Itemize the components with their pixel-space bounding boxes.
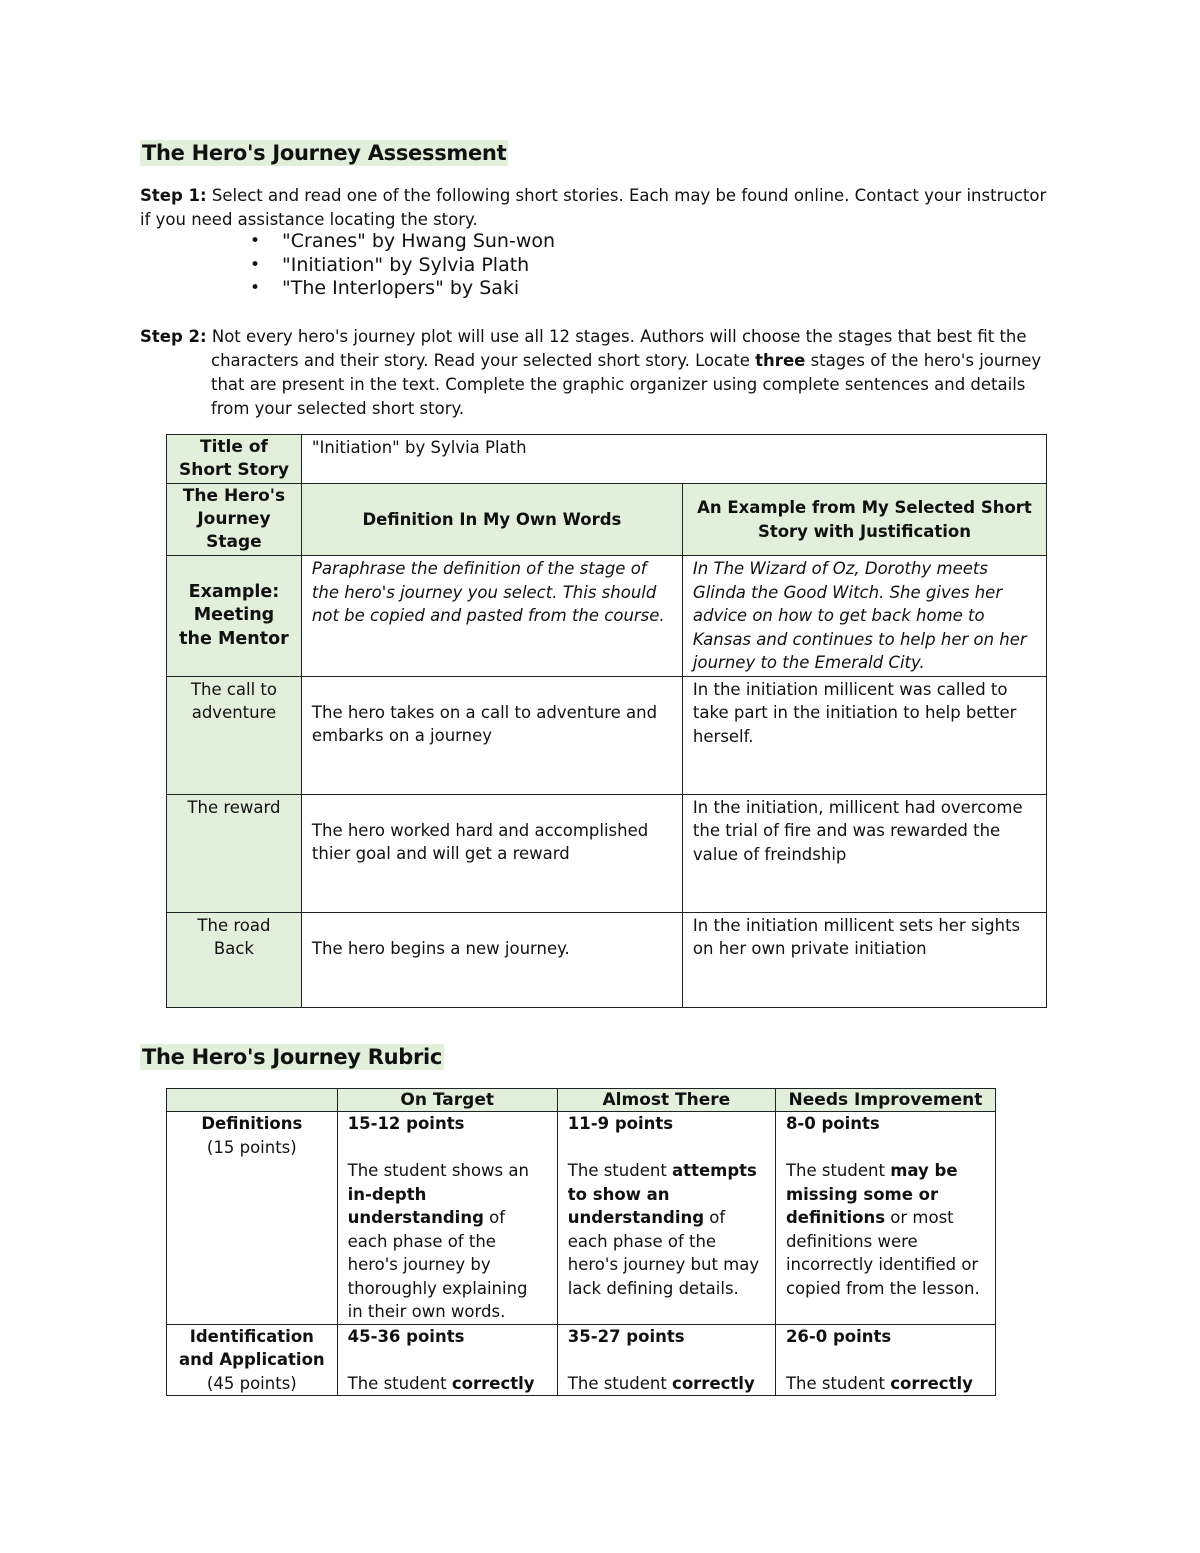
points-range: 15-12 points bbox=[347, 1114, 465, 1133]
rubric-cell bbox=[557, 1324, 775, 1396]
rubric-cell bbox=[337, 1112, 557, 1325]
criterion-label: Identification and Application bbox=[178, 1326, 325, 1369]
cell-text: The student shows an bbox=[347, 1161, 529, 1180]
step-2-text-c: stages of the hero's journey that are present in the text. Complete the graphic organizer using complete sentences and details from your selected short story. bbox=[211, 351, 1042, 418]
stage-cell: The call to adventure bbox=[167, 676, 302, 794]
cell-bold: may be missing some or definitions bbox=[785, 1161, 958, 1227]
example-definition-cell: Paraphrase the definition of the stage of the hero's journey you select. This should not be copied and pasted from the course. bbox=[301, 556, 682, 677]
rubric-cell bbox=[337, 1324, 557, 1396]
table-row bbox=[167, 556, 1047, 677]
story-list bbox=[250, 230, 555, 301]
cell-text: The student bbox=[567, 1373, 673, 1393]
step-2-label: Step 2: bbox=[140, 327, 207, 346]
title-label-cell: Title of Short Story bbox=[167, 435, 302, 484]
cell-text: The student bbox=[347, 1373, 452, 1393]
example-header: An Example from My Selected Short Story with Justification bbox=[682, 484, 1046, 556]
cell-text: of each phase of the hero's journey by thoroughly explaining in their own words. bbox=[347, 1208, 528, 1321]
example-stage-cell: Example: Meeting the Mentor bbox=[167, 556, 302, 677]
step-2 bbox=[140, 325, 1060, 421]
points-range: 26-0 points bbox=[785, 1326, 892, 1346]
example-cell: In the initiation millicent was called to take part in the initiation to help better herself. bbox=[682, 676, 1046, 794]
table-row bbox=[167, 912, 1047, 1007]
step-2-text-b: characters and their story. Read your selected short story. Locate bbox=[211, 351, 756, 370]
list-item: • "Cranes" by Hwang Sun-won bbox=[250, 230, 555, 254]
rubric-cell bbox=[775, 1324, 995, 1396]
cell-bold: in-depth understanding bbox=[347, 1184, 484, 1227]
rubric-table bbox=[166, 1088, 996, 1396]
cell-bold: correctly bbox=[672, 1373, 755, 1393]
stage-cell: The road Back bbox=[167, 912, 302, 1007]
table-row bbox=[167, 676, 1047, 794]
example-cell: In the initiation, millicent had overcome the trial of fire and was rewarded the value of freindship bbox=[682, 794, 1046, 912]
list-item: • "Initiation" by Sylvia Plath bbox=[250, 254, 555, 278]
cell-text: The student bbox=[785, 1373, 891, 1393]
rubric-cell bbox=[775, 1112, 995, 1325]
example-example-cell: In The Wizard of Oz, Dorothy meets Glinda the Good Witch. She gives her advice on how to get back home to Kansas and continues to help her on her journey to the Emerald City. bbox=[682, 556, 1046, 677]
example-cell: In the initiation millicent sets her sights on her own private initiation bbox=[682, 912, 1046, 1007]
table-row bbox=[167, 484, 1047, 556]
definition-cell: The hero begins a new journey. bbox=[301, 912, 682, 1007]
definition-cell: The hero worked hard and accomplished thier goal and will get a reward bbox=[301, 794, 682, 912]
stage-header: The Hero's Journey Stage bbox=[167, 484, 302, 556]
rubric-title: The Hero's Journey Rubric bbox=[142, 1045, 443, 1069]
cell-bold: correctly bbox=[451, 1373, 535, 1393]
criterion-points: (15 points) bbox=[206, 1137, 297, 1157]
rubric-header-on-target: On Target bbox=[337, 1089, 557, 1112]
rubric-corner bbox=[167, 1089, 338, 1112]
list-item: • "The Interlopers" by Saki bbox=[250, 277, 555, 301]
rubric-header-almost-there: Almost There bbox=[557, 1089, 775, 1112]
title-value-cell: "Initiation" by Sylvia Plath bbox=[301, 435, 1046, 484]
stage-cell: The reward bbox=[167, 794, 302, 912]
rubric-header-needs-improvement: Needs Improvement bbox=[775, 1089, 995, 1112]
cell-bold: attempts to show an understanding bbox=[567, 1161, 757, 1227]
points-range: 45-36 points bbox=[347, 1326, 465, 1346]
page-title: The Hero's Journey Assessment bbox=[142, 141, 507, 165]
rubric-definitions-label bbox=[167, 1112, 338, 1325]
step-2-bold: three bbox=[755, 351, 806, 370]
definition-cell: The hero takes on a call to adventure and embarks on a journey bbox=[301, 676, 682, 794]
points-range: 8-0 points bbox=[785, 1114, 880, 1133]
rubric-cell bbox=[557, 1112, 775, 1325]
criterion-points: (45 points) bbox=[206, 1373, 297, 1393]
table-row bbox=[167, 1089, 996, 1112]
step-2-text-a: Not every hero's journey plot will use all 12 stages. Authors will choose the stages that best fit the bbox=[211, 327, 1027, 346]
table-row bbox=[167, 1112, 996, 1325]
points-range: 11-9 points bbox=[567, 1114, 674, 1133]
cell-text: The student bbox=[567, 1161, 673, 1180]
cell-text: or most definitions were incorrectly identified or copied from the lesson. bbox=[785, 1208, 980, 1298]
cell-bold: correctly bbox=[890, 1373, 973, 1393]
points-range: 35-27 points bbox=[567, 1326, 685, 1346]
cell-text: of each phase of the hero's journey but may lack defining details. bbox=[567, 1208, 760, 1298]
step-1-text: Select and read one of the following short stories. Each may be found online. Contact your instructor if you need assistance locating the story. bbox=[140, 186, 1047, 229]
criterion-label: Definitions bbox=[201, 1114, 303, 1133]
cell-text: The student bbox=[785, 1161, 891, 1180]
graphic-organizer-table bbox=[166, 434, 1047, 1008]
table-row bbox=[167, 794, 1047, 912]
table-row bbox=[167, 1324, 996, 1396]
step-1 bbox=[140, 184, 1060, 232]
rubric-identification-label bbox=[167, 1324, 338, 1396]
definition-header: Definition In My Own Words bbox=[301, 484, 682, 556]
step-1-label: Step 1: bbox=[140, 186, 207, 205]
table-row bbox=[167, 435, 1047, 484]
